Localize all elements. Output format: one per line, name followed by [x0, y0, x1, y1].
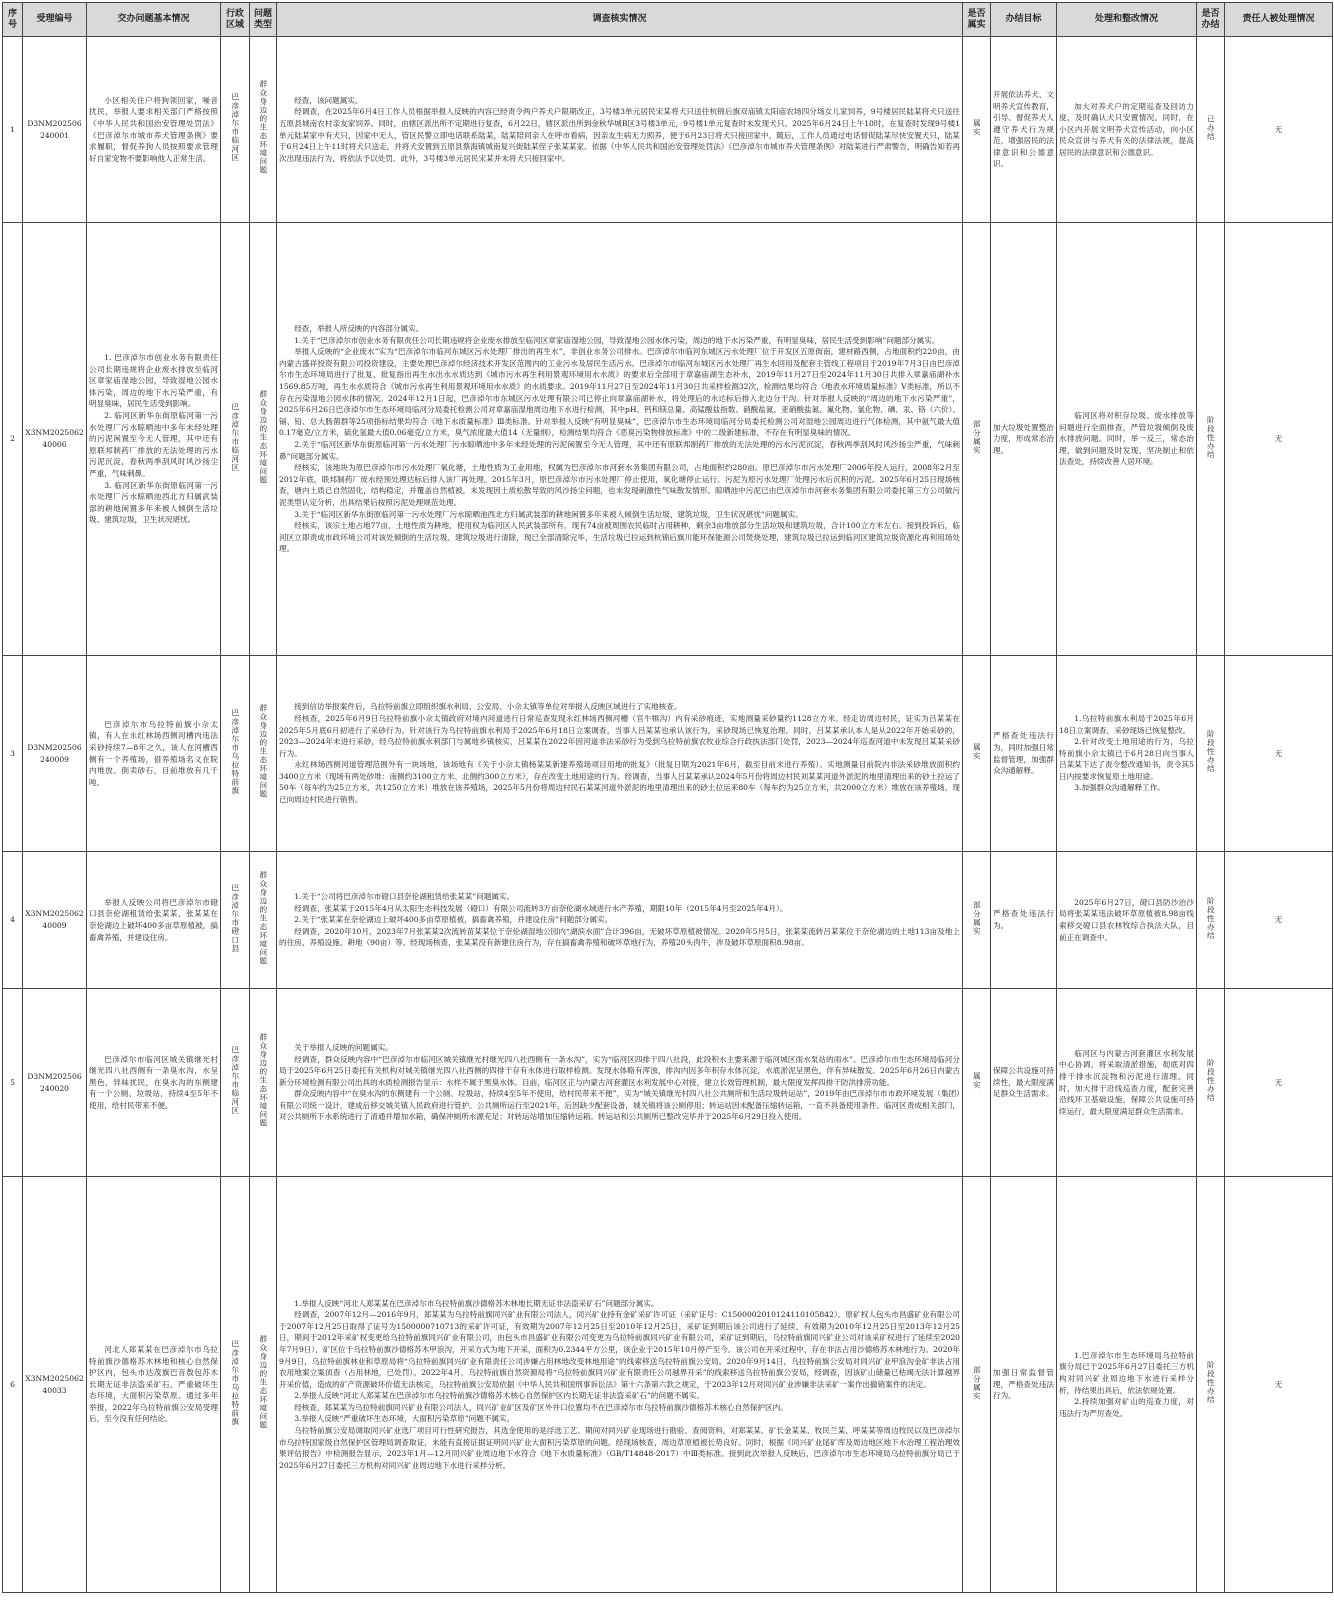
- header-row: [3, 3, 1333, 37]
- row-id: D3NM202506240020: [23, 989, 87, 1177]
- row-goal: 开展依法养犬、文明养犬宣传教育，引导、督促养犬人遵守养犬行为规范，增强居民的法律意识和公德意识。: [991, 37, 1057, 223]
- row-rectification: [1057, 656, 1197, 852]
- investigation-paragraph: 经核查，2025年6月9日乌拉特前旗小佘太镇政府对境内河道进行日常巡查发现永红林场西侧河槽（官牛犋沟）内有采砂痕迹，实地测量采砂量约1128立方米。经走访周边村民，证实为吕某某在2025年5月底6月初进行了采砂行为。针对该行为乌拉特前旗水利局于2025年6月18日立案调查，当事人吕某某也承认该行为，采砂现场已恢复治理。同时，吕某某承认本人是从2022年开始采砂的，2023—2024年未进行采砂，经乌拉特前旗水利部门与属地乡镇核实，吕某某在2022年因河道非法采砂行为受到乌拉特前旗农牧业综合行政执法部门处罚，2023—2024年巡查河道中未发现吕某某采砂行为。: [279, 713, 960, 758]
- investigation-paragraph: 经核实，该宗土地占地77亩，土地性质为耕地，使用权为临河区人民武装部所有。现有74亩被周围农民临时占用耕种，剩余3亩堆放部分生活垃圾和建筑垃圾，合计100立方米左右。接到投诉后，临河区立即责成市政环境公司对该处倾倒的生活垃圾、建筑垃圾进行清除，现已全部清除完毕，生活垃圾已拉运到杭锦后旗川能环保能源公司焚烧处理，建筑垃圾已拉运到临河区建筑垃圾资源化再利用场处理。: [279, 521, 960, 554]
- region-text: 巴彦淖尔市临河区: [230, 402, 240, 472]
- issue-paragraph: 举报人反映公司将巴彦淖尔市磴口县奈伦湖租赁给张某某，张某某在奈伦湖边上破坏400多亩草原植被，搞畜禽养殖，并建设住房。: [89, 897, 218, 942]
- row-verified: [963, 852, 991, 989]
- row-issue: [87, 1177, 221, 1593]
- type-text: 群众身边的生态环境问题: [258, 389, 268, 485]
- row-type: [250, 223, 277, 656]
- investigation-paragraph: 3.关于“临河区新华东街原临河第一污水处理厂污水晾晒池西北方归属武装部的耕地闲置多年来被人倾倒生活垃圾、建筑垃圾，卫生状况堪忧”问题属实。: [294, 509, 803, 519]
- investigation-paragraph: 接到信访举报案件后，乌拉特前旗立即组织旗水利局、公安局、小佘太镇等单位对举报人反映区域进行了实地核查。: [294, 702, 682, 712]
- row-rectification: [1057, 1177, 1197, 1593]
- investigation-paragraph: 经核实，该地块为原巴彦淖尔市污水处理厂氧化塘，土地性质为工业用地，权属为巴彦淖尔市河套水务集团有限公司，占地面积约280亩。原巴彦淖尔市污水处理厂2006年投入运行，2008年2月至2012年底，联邦制药厂废水经预处理达标后排入该厂再处理。2015年3月，原巴彦淖尔市污水处理厂停止使用，氧化塘停止运行。污泥为原污水处理厂处理污水后沉积的污泥。2025年6月25日现场核查，塘内土质已自然固化，结构稳定，并覆盖自然植被，未发现因土质松散导致的风沙扬尘问题，也未发现刺激性气味散发情形。晾晒池中污泥已由巴彦淖尔市河套水务集团有限公司委托第三方公司做污泥类型认定分析，出具结果后按照污泥处理规范处理。: [279, 463, 960, 507]
- type-text: 群众身边的生态环境问题: [258, 870, 268, 966]
- row-goal: 严格查处违法行为，同时加强日常监督管理，加强群众沟通解释。: [991, 656, 1057, 852]
- investigation-paragraph: 永红林场西侧河道管理范围外有一块场地，该场地有《关于小佘太镇杨某某新建养殖场项目用地的批复》（批复日期为2021年6月，截至目前未进行养殖）。实地测量目前院内非法采砂堆放面积约3400立方米（现场有两处砂堆：南侧约3100立方米、北侧约300立方米），存在改变土地用途的行为。经调查，当事人吕某某承认2024年5月份将周边村民刘某某河道外淤泥的地里清理出来的砂土拉运了50车（每车约为25立方米，共1250立方米）堆放在该养殖场，2025年5月份将周边村民石某某河道外淤泥的地里清理出来的砂土拉运来80车（每车约为25立方米，共2000立方米）堆放在该养殖场，现已向周边村民进行销售。: [279, 760, 960, 805]
- header-investigation: 调查核实情况: [277, 3, 963, 37]
- row-region: [221, 223, 250, 656]
- row-issue: [87, 223, 221, 656]
- table-row: [3, 852, 1333, 989]
- header-completed: 是否办结: [1197, 3, 1225, 37]
- row-type: [250, 37, 277, 223]
- investigation-paragraph: 1.举报人反映“河北人郑某某在巴彦淖尔市乌拉特前旗沙德格苏木林地长期无证非法盗采矿石”问题部分属实。: [294, 1298, 659, 1308]
- investigation-paragraph: 关于举报人反映的问题属实。: [294, 1042, 393, 1052]
- investigation-paragraph: 2.关于“临河区新华东街原临河第一污水处理厂污水晾晒池中多年未经处理的污泥闲置至今无人管理，其中还有原联邦制药厂排放的无法处理的污水污泥沉淀，春秋两季刮风时风沙扬尘严重，气味刺鼻”问题部分属实。: [279, 440, 960, 461]
- table-row: [3, 989, 1333, 1177]
- row-no: 5: [3, 989, 23, 1177]
- header-goal: 办结目标: [991, 3, 1057, 37]
- row-id: X3NM202506240009: [23, 852, 87, 989]
- issue-paragraph: 巴彦淖尔市乌拉特前旗小佘太镇，有人在永红林场西侧河槽内违法采砂持续7—8年之久，该人在河槽西侧有一个养殖场，借养殖场名义在院内堆放、倒卖砂石，目前堆放有几千吨。: [89, 719, 218, 787]
- verified-text: 部分属实: [972, 901, 982, 936]
- investigation-paragraph: 经调查，群众反映内容中“巴彦淖尔市临河区城关镇继光村继光四八社西侧有一条水沟”，实为“临河区四排干四八社段，此段积水主要来源于临河城区雨水泵站的雨水”。巴彦淖尔市生态环境局临河分局于2025年6月25日委托有关机构对城关镇继光四八社西侧的四排干存有水体进行取样检测。发现水体略有浑浊，排沟内因多年积存水体沉淀，水底淤泥呈黑色，伴有异味散发。2025年6月26日内蒙古新分环境检测有限公司出具的水质检测报告显示：水样不属于黑臭水体。目前，临河区正与内蒙古河套灌区水利发展中心对接，建立长效管理机制，最大限度发挥四排干防洪排涝功能。: [279, 1054, 960, 1087]
- verified-text: 属实: [972, 119, 982, 137]
- issue-paragraph: 小区相关住户将狗领回家，噪音扰民，举报人要求相关部门严格按照《中华人民共和国治安管理处罚法》《巴彦淖尔市城市养犬管理条例》要求履职，督促养狗人员按照要求管理好自家宠物不要影响他人正常生活。: [89, 95, 218, 163]
- row-investigation: [277, 852, 963, 989]
- row-investigation: [277, 989, 963, 1177]
- header-accountability: 责任人被处理情况: [1225, 3, 1333, 37]
- row-completed: [1197, 852, 1225, 989]
- region-text: 巴彦淖尔市磴口县: [230, 883, 240, 953]
- investigation-paragraph: 2.举报人反映“河北人郑某某在巴彦淖尔市乌拉特前旗沙德格苏木核心自然保护区内长期无证非法盗采矿石”的问题不属实。: [294, 1391, 705, 1401]
- row-completed: [1197, 223, 1225, 656]
- header-rectification: 处理和整改情况: [1057, 3, 1197, 37]
- row-completed: [1197, 656, 1225, 852]
- row-type: [250, 852, 277, 989]
- rectification-paragraph: 2025年6月27日，磴口县防沙治沙局将张某某违法破坏草原植被8.98亩线索移交磴口县农林牧综合执法大队，目前正在调查中。: [1059, 897, 1194, 942]
- investigation-paragraph: 经调查，张某某于2015年4月从太阳生态科技发展（磴口）有限公司流转3万亩奈伦湖水域进行水产养殖，期限10年（2015年4月至2025年4月）。: [294, 903, 788, 913]
- rectification-paragraph: 临河区将对积存垃圾、废水排放等问题进行全面排查，严管垃圾倾倒及废水排放问题。同时，举一反三，常态治理，做到问题及时发现、坚决制止和依法查处，持续改善人居环境。: [1059, 411, 1194, 467]
- row-region: [221, 37, 250, 223]
- row-rectification: [1057, 223, 1197, 656]
- type-text: 群众身边的生态环境问题: [258, 1335, 268, 1430]
- row-no: 4: [3, 852, 23, 989]
- row-no: 1: [3, 37, 23, 223]
- completed-text: 阶段性办结: [1206, 896, 1216, 940]
- row-verified: [963, 37, 991, 223]
- row-no: 3: [3, 656, 23, 852]
- issue-paragraph: 2. 临河区新华东街原临河第一污水处理厂污水晾晒池中多年未经处理的污泥闲置至今无人管理，其中还有原联邦制药厂排放的无法处理的污水污泥沉淀，春秋两季刮风时风沙扬尘严重，气味刺鼻。: [89, 411, 218, 478]
- issue-paragraph: 1. 巴彦淖尔市创业水务有限责任公司长期违规将企业废水排放至临河区章家庙湿地公园，导致湿地公园水体污染，周边的地下水污染严重，有明显臭味，居民生活受到影响。: [89, 353, 218, 409]
- row-rectification: [1057, 37, 1197, 223]
- row-issue: [87, 989, 221, 1177]
- row-investigation: [277, 223, 963, 656]
- row-rectification: [1057, 989, 1197, 1177]
- issue-paragraph: 3. 临河区新华东街原临河第一污水处理厂污水晾晒池西北方归属武装部的耕地闲置多年来被人倾倒生活垃圾、建筑垃圾，卫生状况堪忧。: [89, 480, 218, 525]
- table-row: [3, 37, 1333, 223]
- rectification-paragraph: 1.乌拉特前旗水利局于2025年6月18日立案调查，采砂现场已恢复整改。: [1059, 713, 1194, 735]
- type-text: 群众身边的生态环境问题: [258, 704, 268, 799]
- row-no: 2: [3, 223, 23, 656]
- row-region: [221, 852, 250, 989]
- row-accountability: 无: [1225, 656, 1333, 852]
- region-text: 巴彦淖尔市临河区: [230, 1046, 240, 1116]
- row-verified: [963, 989, 991, 1177]
- rectification-paragraph: 3.加强群众沟通解释工作。: [1074, 783, 1165, 793]
- verified-text: 部分属实: [972, 420, 982, 455]
- row-goal: 加强日常监督管理，严格查处违法行为。: [991, 1177, 1057, 1593]
- row-investigation: [277, 656, 963, 852]
- table-body: [3, 37, 1333, 1593]
- rectification-paragraph: 加大对养犬户的定期巡查及回访力度，及时确认犬只安置情况。同时，在小区内开展文明养犬宣传活动，向小区民众宣讲与养犬有关的法律法规，提高居民的法律意识和公德意识。: [1059, 101, 1194, 157]
- row-region: [221, 656, 250, 852]
- row-issue: [87, 852, 221, 989]
- header-issue: 交办问题基本情况: [87, 3, 221, 37]
- region-text: 巴彦淖尔市乌拉特前旗: [230, 1339, 240, 1426]
- row-accountability: 无: [1225, 1177, 1333, 1593]
- investigation-paragraph: 1.关于“巴彦淖尔市创业水务有限责任公司长期违规将企业废水排放至临河区章家庙湿地公园，导致湿地公园水体污染，周边的地下水污染严重，有明显臭味，居民生活受到影响”问题部分属实。: [294, 335, 940, 345]
- row-investigation: [277, 1177, 963, 1593]
- rectification-paragraph: 2.针对改变土地用途的行为，乌拉特前旗小佘太镇已于6月28日向当事人吕某某下达了责令整改通知书，责令其5日内按要求恢复原土地用途。: [1059, 737, 1194, 781]
- investigation-paragraph: 经调查，2020年10月，2023年7月张某某2次流转苗某某位于奈伦湖湿地公园内“湖滨水面”合计396亩，无破坏草原植被情况。2020年5月5日，张某某流转吕某某位于奈伦湖边的土地113亩及地上的住房、养殖设施、耕地（90亩）等。经现场核查，张某某没有新建住房行为，存在搞畜禽养殖和破坏草地行为，养殖20头肉牛，涉及破坏草原面积8.98亩。: [279, 926, 960, 948]
- type-text: 群众身边的生态环境问题: [258, 80, 268, 175]
- investigation-paragraph: 经调查，2007年12月—2016年9月，郑某某为乌拉特前旗同兴矿业有限公司法人，同兴矿业持有金矿采矿许可证（采矿证号：C1500002010124110105842）。原矿权人包头市昌盛矿业有限公司于2007年12月25日取得了证号为1500000710713的采矿许可证，有效期为2007年12月25日至2010年12月25日，采矿证到期后该公司进行了延续，有效期为2010年12月25日至2013年12月25日，期间于2012年采矿权变更给乌拉特前旗同兴矿业有限公司，由包头市昌盛矿业有限公司变更为乌拉特前旗同兴矿业有限公司，采矿证到期后，乌拉特前旗同兴矿业公司对该采矿权进行了延续至2020年7月9日），矿区位于乌拉特前旗沙德格苏木甲浪沟，开采方式为地下开采，面积为0.2344平方公里，该企业于2015年10月停产至今。该公司在开采过程中，存在非法占用沙德格苏木林地行为。2020年9月9日，乌拉特前旗林业和草原局将“乌拉特前旗同兴矿业有限责任公司涉嫌占用林地改变林地用途”的线索移送乌拉特前旗公安局。2020年9月14日，乌拉特前旗公安局对同兴矿业甲浪沟金矿非法占用农用地案立案侦查（占用林地，已处罚）。2022年4月，乌拉特前旗自然资源局将“乌拉特前旗同兴矿业有限责任公司越界开采”的线索移送乌拉特前旗公安局，经调查，因该矿山储量已枯竭无法计算越界开采价值，造成的矿产资源破坏价值无法核定，乌拉特前旗公安局依据《中华人民共和国刑事诉讼法》第十六条第六款之规定，于2023年12月对同兴矿业涉嫌非法采矿一案作出撤销案件的决定。: [279, 1310, 960, 1389]
- investigation-paragraph: 1.关于“公司将巴彦淖尔市磴口县奈伦湖租赁给张某某”问题属实。: [294, 892, 515, 902]
- row-investigation: [277, 37, 963, 223]
- investigation-paragraph: 乌拉特前旗公安局调取同兴矿业选厂项目可行性研究报告，其选金使用的是浮选工艺。期间对同兴矿业现场进行勘验、查阅资料，对郑某某、矿长金某某、牧民兰某、呼某某等周边牧民以及巴彦淖尔市乌拉特国家级自然保护区管理局调查取证，未能有直接证据证明同兴矿业大面积污染草原的问题。经现场核查，周边草原植被长势良好。同时，根据《同兴矿业尾矿库及周边地区地下水治理工程治理效果评估报告》中检测报告显示，2023年1月—12月同兴矿业周边地下水符合《地下水质量标准》（GB/T14848-2017）中Ⅲ类标准。接到此次举报人反映后，巴彦淖尔市生态环境局乌拉特前旗分局已于2025年6月27日委托三方机构对同兴矿业周边地下水进行采样分析。: [279, 1426, 960, 1470]
- region-text: 巴彦淖尔市乌拉特前旗: [230, 708, 240, 795]
- row-completed: [1197, 37, 1225, 223]
- row-completed: [1197, 1177, 1225, 1593]
- row-verified: [963, 1177, 991, 1593]
- row-goal: 严格查处违法行为。: [991, 852, 1057, 989]
- row-goal: 加大垃圾处置整治力度，形成常态治理。: [991, 223, 1057, 656]
- complaint-table: [2, 2, 1333, 1593]
- verified-text: 属实: [972, 1072, 982, 1090]
- rectification-paragraph: 2.持续加强对矿山的巡查力度，对违法行为严厉查处。: [1059, 1397, 1194, 1418]
- row-verified: [963, 656, 991, 852]
- completed-text: 阶段性办结: [1206, 730, 1216, 774]
- row-accountability: 无: [1225, 223, 1333, 656]
- header-id: 受理编号: [23, 3, 87, 37]
- investigation-paragraph: 3.举报人反映“严重破坏生态环境，大面积污染草原”问题不属实。: [294, 1414, 515, 1424]
- row-id: D3NM202506240009: [23, 656, 87, 852]
- issue-paragraph: 河北人郑某某在巴彦淖尔市乌拉特前旗沙德格苏木林地和核心自然保护区内，包头市达茂旗巴音敖包苏木长期无证非法盗采矿石，严重破坏生态环境，大面积污染草原。通过多年举报，2022年乌拉特前旗公安局受理后，至今没有任何结论。: [89, 1344, 218, 1424]
- completed-text: 阶段性办结: [1206, 415, 1216, 459]
- table-row: [3, 223, 1333, 656]
- row-region: [221, 989, 250, 1177]
- table-row: [3, 656, 1333, 852]
- row-verified: [963, 223, 991, 656]
- row-issue: [87, 37, 221, 223]
- issue-paragraph: 巴彦淖尔市临河区城关镇继光村继光四八社西侧有一条臭水沟，水呈黑色，异味扰民，在臭水沟的东侧建有一个公厕、垃圾站，持续4至5年不使用，给村民带来不便。: [89, 1054, 218, 1110]
- row-no: 6: [3, 1177, 23, 1593]
- header-no: 序号: [3, 3, 23, 37]
- rectification-paragraph: 临河区与内蒙古河套灌区水利发展中心协调，将采取清淤措施，彻底对四排干排水沉淀物和污泥进行清理。同时，加大排干沿线巡查力度，配套完善沿线环卫基础设施，保障公共设施可持续运行，最大限度满足群众生活需求。: [1059, 1048, 1194, 1116]
- investigation-paragraph: 举报人反映的“企业废水”实为“巴彦淖尔市临河东城区污水处理厂排出的再生水”，非创业水务公司排水。巴彦淖尔市临河东城区污水处理厂位于开发区五原街南，建材路西侧，占地面积约220亩，由内蒙古盛祥投资有限公司投资建设，主要处理巴彦淖尔经济技术开发区范围内的工业污水及居民生活污水。巴彦淖尔市临河东城区污水处理厂再生水回用及配套主管线工程项目于2019年7月3日由巴彦淖尔市生态环境局进行了批复，批复指出再生水出水水质达到《城市污水再生利用景观环境用水水质》的要求后全部用于章嘉庙湖生态补水，2019年11月27日至2024年11月30日共排入章嘉庙湖补水1569.85万吨，再生水水质符合《城市污水再生利用景观环境用水水质》的水质要求。2019年11月27日至2024年11月30日共采样检测32次，检测结果均符合《地表水环境质量标准》V类标准，所以不存在污染湿地公园水体的情况。2024年12月1日起，巴彦淖尔市东城区污水处理有限公司已停止向章嘉庙湖补水，将处理后的水达标后排入北边分干沟。针对举报人反映的“周边的地下水污染严重”，2025年6月26日巴彦淖尔市生态环境局临河分局委托检测公司对章嘉庙湿地周边地下水进行检测，其中pH、钙和镁总量、高锰酸盐指数、硝酸盐氮、亚硝酸盐氮、氟化物、氯化物、碘、汞、铬（六价）、镉、铅、总大肠菌群等25项指标结果均符合《地下水质量标准》Ⅲ类标准。针对举报人反映“有明显臭味”，巴彦淖尔市生态环境局临河分局委托检测公司对湿地公园周边进行气体检测，其中氨气最大值0.17毫克/立方米，硫化氢最大值0.06毫克/立方米，臭气浓度最大值14（无量纲），检测结果均符合《恶臭污染物排放标准》中的二级新建标准，不存在有明显臭味的情况。: [279, 347, 960, 438]
- rectification-paragraph: 1.巴彦淖尔市生态环境局乌拉特前旗分局已于2025年6月27日委托三方机构对同兴矿业周边地下水进行采样分析，待结果出具后，依法依规处置。: [1059, 1350, 1194, 1395]
- completed-text: 阶段性办结: [1206, 1361, 1216, 1405]
- row-type: [250, 656, 277, 852]
- investigation-paragraph: 经调查，在2025年6月4日工作人员根据举报人反映的内容已经责令两户养犬户限期改正，3号楼3单元居民宋某将犬只送往杭锦后旗双庙镇太阳庙农场四分场女儿家饲养，9号楼居民陆某将犬只送往五原县城南农村亲友家饲养。同时，由辖区派出所不定期进行复查，6月22日，辖区派出所到金秋华城B区3号楼3单元，9号楼1单元复查时未发现犬只。2025年6月24日上午10时，在复查时发现9号楼1单元陆某家中有犬只，因家中无人，管区民警立即电话联系陆某，陆某陪同亲人在呼市看病，因亲友生病无力照养，便于6月23日将犬只接回家中。随后，工作人员通过电话督促陆某尽快安置犬只，陆某于6月24日上午11时将犬只送走，并将犬安置到五原县蔡海镇城南复兴街陆某侄子张某某家。依据《中华人民共和国治安管理处罚法》《巴彦淖尔市城市养犬管理条例》对陆某进行严肃警告，明确告知若再次出现违法行为，将依法予以处罚。此外，3号楼3单元居民宋某并未将犬只接回家中。: [279, 107, 961, 163]
- row-region: [221, 1177, 250, 1593]
- row-type: [250, 1177, 277, 1593]
- header-type: 问题类型: [250, 3, 277, 37]
- verified-text: 属实: [972, 743, 982, 761]
- investigation-paragraph: 经查，该问题属实。: [294, 95, 363, 105]
- header-verified: 是否属实: [963, 3, 991, 37]
- type-text: 群众身边的生态环境问题: [258, 1033, 268, 1128]
- investigation-paragraph: 2.关于“张某某在奈伦湖边上破坏400多亩草原植被，搞畜禽养殖，并建设住房”问题部分属实。: [294, 915, 613, 925]
- row-accountability: 无: [1225, 852, 1333, 989]
- table-row: [3, 1177, 1333, 1593]
- header-region: 行政区域: [221, 3, 250, 37]
- row-id: D3NM202506240001: [23, 37, 87, 223]
- row-id: X3NM202506240033: [23, 1177, 87, 1593]
- row-completed: [1197, 989, 1225, 1177]
- row-id: X3NM202506240006: [23, 223, 87, 656]
- verified-text: 部分属实: [972, 1365, 982, 1400]
- region-text: 巴彦淖尔市临河区: [230, 93, 240, 163]
- row-issue: [87, 656, 221, 852]
- row-accountability: 无: [1225, 37, 1333, 223]
- investigation-paragraph: 经核查，郑某某为乌拉特前旗同兴矿业有限公司法人，同兴矿业矿区及矿区外井口位置均不在巴彦淖尔市乌拉特前旗沙德格苏木核心自然保护区内。: [294, 1402, 788, 1412]
- row-rectification: [1057, 852, 1197, 989]
- row-accountability: 无: [1225, 989, 1333, 1177]
- completed-text: 阶段性办结: [1206, 1059, 1216, 1103]
- row-type: [250, 989, 277, 1177]
- investigation-paragraph: 经查，举报人所反映的内容部分属实。: [294, 324, 424, 334]
- completed-text: 已办结: [1206, 114, 1216, 141]
- row-goal: 保障公共设施可持续性，最大限度满足群众生活需求。: [991, 989, 1057, 1177]
- investigation-paragraph: 群众反映内容中“在臭水沟的东侧建有一个公厕、垃圾站，持续4至5年不使用，给村民带来不便”，实为“城关镇继光村四八社公共厕所和生活垃圾转运站”，2019年由巴彦淖尔市市政环境发展（集团）有限公司统一设计，建成后移交城关镇人民政府进行管护。公共厕所运行至2021年，后因缺少配套设备，城关镇将该公厕停用；转运站因未配备压缩转运箱，一直不具备使用条件。临河区责成相关部门，对公共厕所下水系统进行了清通并增加水箱，确保冲厕所水源充足；对转运站增加压缩转运箱。转运站和公共厕所已整改完毕并于2025年6月29日投入使用。: [279, 1089, 960, 1122]
